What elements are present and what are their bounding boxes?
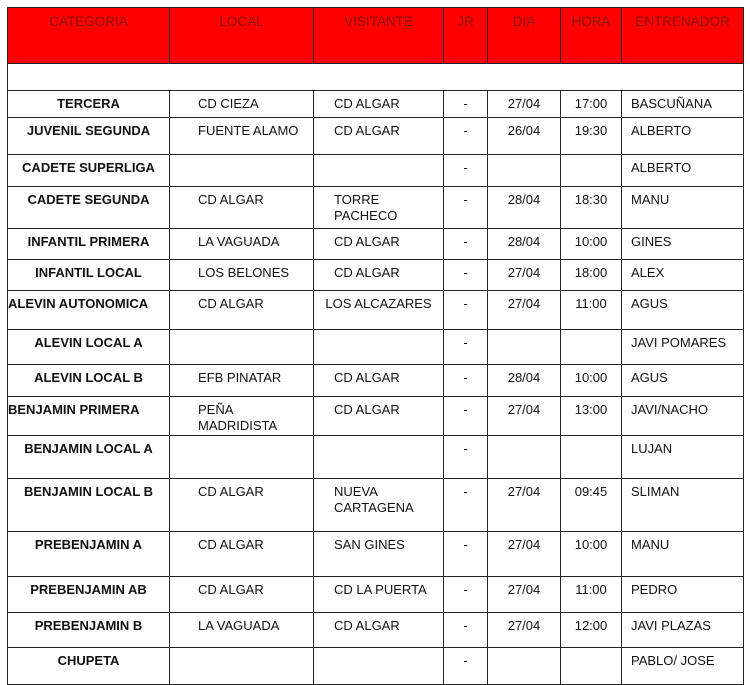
cell-hora: 12:00 xyxy=(561,613,622,647)
header-jr: JR xyxy=(444,8,488,63)
cell-visitante: CD ALGAR xyxy=(314,91,444,117)
cell-entrenador: LUJAN xyxy=(622,436,744,478)
cell-local: PEÑA MADRIDISTA xyxy=(170,397,314,435)
cell-local: CD ALGAR xyxy=(170,291,314,329)
cell-hora xyxy=(561,330,622,364)
cell-jr: - xyxy=(444,365,488,396)
table-row xyxy=(7,229,744,260)
cell-local: FUENTE ALAMO xyxy=(170,118,314,154)
table-row xyxy=(7,187,744,229)
cell-jr: - xyxy=(444,118,488,154)
empty-row xyxy=(7,64,744,91)
cell-hora: 10:00 xyxy=(561,532,622,576)
table-row xyxy=(7,155,744,187)
table-row xyxy=(7,118,744,155)
cell-entrenador: PABLO/ JOSE xyxy=(622,648,744,684)
table-row xyxy=(7,91,744,118)
cell-categoria: INFANTIL LOCAL xyxy=(7,260,170,290)
cell-categoria: ALEVIN LOCAL B xyxy=(7,365,170,396)
cell-local xyxy=(170,648,314,684)
cell-visitante xyxy=(314,648,444,684)
cell-entrenador: JAVI/NACHO xyxy=(622,397,744,435)
cell-visitante xyxy=(314,436,444,478)
cell-local xyxy=(170,155,314,186)
cell-local xyxy=(170,436,314,478)
cell-categoria: INFANTIL PRIMERA xyxy=(7,229,170,259)
cell-jr: - xyxy=(444,291,488,329)
cell-entrenador: JAVI POMARES xyxy=(622,330,744,364)
cell-jr: - xyxy=(444,436,488,478)
cell-hora: 11:00 xyxy=(561,291,622,329)
cell-categoria: CADETE SEGUNDA xyxy=(7,187,170,228)
header-dia: DIA xyxy=(488,8,561,63)
cell-entrenador: JAVI PLAZAS xyxy=(622,613,744,647)
cell-visitante: CD ALGAR xyxy=(314,397,444,435)
cell-hora: 17:00 xyxy=(561,91,622,117)
cell-hora: 10:00 xyxy=(561,365,622,396)
cell-dia: 27/04 xyxy=(488,397,561,435)
table-row xyxy=(7,436,744,479)
cell-local: CD ALGAR xyxy=(170,479,314,531)
cell-jr: - xyxy=(444,187,488,228)
cell-dia xyxy=(488,155,561,186)
cell-hora: 10:00 xyxy=(561,229,622,259)
cell-jr: - xyxy=(444,577,488,612)
cell-dia xyxy=(488,436,561,478)
cell-local: EFB PINATAR xyxy=(170,365,314,396)
cell-local: CD CIEZA xyxy=(170,91,314,117)
cell-dia: 27/04 xyxy=(488,532,561,576)
schedule-table xyxy=(7,7,744,685)
cell-jr: - xyxy=(444,479,488,531)
table-row xyxy=(7,577,744,613)
empty-cell xyxy=(7,64,744,90)
cell-hora: 18:30 xyxy=(561,187,622,228)
cell-visitante: CD ALGAR xyxy=(314,260,444,290)
cell-dia xyxy=(488,648,561,684)
table-row xyxy=(7,291,744,330)
cell-jr: - xyxy=(444,229,488,259)
cell-visitante: LOS ALCAZARES xyxy=(314,291,444,329)
cell-jr: - xyxy=(444,648,488,684)
cell-dia: 27/04 xyxy=(488,291,561,329)
cell-local: CD ALGAR xyxy=(170,532,314,576)
cell-visitante xyxy=(314,330,444,364)
cell-dia: 28/04 xyxy=(488,187,561,228)
cell-hora xyxy=(561,436,622,478)
cell-categoria: CHUPETA xyxy=(7,648,170,684)
cell-local: CD ALGAR xyxy=(170,187,314,228)
cell-categoria: ALEVIN LOCAL A xyxy=(7,330,170,364)
cell-hora xyxy=(561,155,622,186)
header-visitante: VISITANTE xyxy=(314,8,444,63)
cell-entrenador: AGUS xyxy=(622,291,744,329)
table-row xyxy=(7,613,744,648)
cell-categoria: PREBENJAMIN A xyxy=(7,532,170,576)
table-row xyxy=(7,397,744,436)
cell-dia: 27/04 xyxy=(488,260,561,290)
header-categoria: CATEGORIA xyxy=(7,8,170,63)
cell-local: LA VAGUADA xyxy=(170,613,314,647)
table-row xyxy=(7,532,744,577)
cell-jr: - xyxy=(444,91,488,117)
cell-entrenador: SLIMAN xyxy=(622,479,744,531)
table-row xyxy=(7,648,744,685)
cell-local: LOS BELONES xyxy=(170,260,314,290)
cell-visitante: SAN GINES xyxy=(314,532,444,576)
header-hora: HORA xyxy=(561,8,622,63)
cell-visitante: CD LA PUERTA xyxy=(314,577,444,612)
cell-visitante: TORRE PACHECO xyxy=(314,187,444,228)
cell-dia: 27/04 xyxy=(488,91,561,117)
cell-entrenador: AGUS xyxy=(622,365,744,396)
cell-dia: 27/04 xyxy=(488,577,561,612)
cell-visitante: CD ALGAR xyxy=(314,118,444,154)
cell-hora: 11:00 xyxy=(561,577,622,612)
cell-jr: - xyxy=(444,613,488,647)
cell-jr: - xyxy=(444,260,488,290)
header-entrenador: ENTRENADOR xyxy=(622,8,744,63)
cell-categoria: BENJAMIN LOCAL B xyxy=(7,479,170,531)
cell-entrenador: MANU xyxy=(622,187,744,228)
table-row xyxy=(7,260,744,291)
cell-hora: 19:30 xyxy=(561,118,622,154)
table-row xyxy=(7,330,744,365)
cell-entrenador: MANU xyxy=(622,532,744,576)
cell-dia xyxy=(488,330,561,364)
cell-dia: 28/04 xyxy=(488,229,561,259)
cell-jr: - xyxy=(444,532,488,576)
cell-dia: 28/04 xyxy=(488,365,561,396)
cell-hora: 13:00 xyxy=(561,397,622,435)
header-local: LOCAL xyxy=(170,8,314,63)
cell-local: CD ALGAR xyxy=(170,577,314,612)
cell-hora: 18:00 xyxy=(561,260,622,290)
cell-dia: 26/04 xyxy=(488,118,561,154)
cell-entrenador: GINES xyxy=(622,229,744,259)
cell-categoria: JUVENIL SEGUNDA xyxy=(7,118,170,154)
cell-categoria: PREBENJAMIN AB xyxy=(7,577,170,612)
cell-categoria: ALEVIN AUTONOMICA xyxy=(7,291,170,329)
cell-dia: 27/04 xyxy=(488,613,561,647)
cell-categoria: BENJAMIN PRIMERA xyxy=(7,397,170,435)
cell-entrenador: ALEX xyxy=(622,260,744,290)
cell-jr: - xyxy=(444,397,488,435)
table-body xyxy=(7,91,744,685)
cell-local xyxy=(170,330,314,364)
cell-visitante: CD ALGAR xyxy=(314,365,444,396)
table-row xyxy=(7,479,744,532)
cell-visitante: CD ALGAR xyxy=(314,613,444,647)
cell-categoria: TERCERA xyxy=(7,91,170,117)
table-header xyxy=(7,7,744,64)
cell-categoria: PREBENJAMIN B xyxy=(7,613,170,647)
cell-jr: - xyxy=(444,330,488,364)
cell-dia: 27/04 xyxy=(488,479,561,531)
cell-entrenador: PEDRO xyxy=(622,577,744,612)
cell-entrenador: BASCUÑANA xyxy=(622,91,744,117)
cell-hora xyxy=(561,648,622,684)
cell-visitante xyxy=(314,155,444,186)
cell-categoria: BENJAMIN LOCAL A xyxy=(7,436,170,478)
cell-local: LA VAGUADA xyxy=(170,229,314,259)
cell-hora: 09:45 xyxy=(561,479,622,531)
cell-visitante: CD ALGAR xyxy=(314,229,444,259)
cell-categoria: CADETE SUPERLIGA xyxy=(7,155,170,186)
cell-entrenador: ALBERTO xyxy=(622,118,744,154)
cell-visitante: NUEVA CARTAGENA xyxy=(314,479,444,531)
cell-jr: - xyxy=(444,155,488,186)
table-row xyxy=(7,365,744,397)
cell-entrenador: ALBERTO xyxy=(622,155,744,186)
